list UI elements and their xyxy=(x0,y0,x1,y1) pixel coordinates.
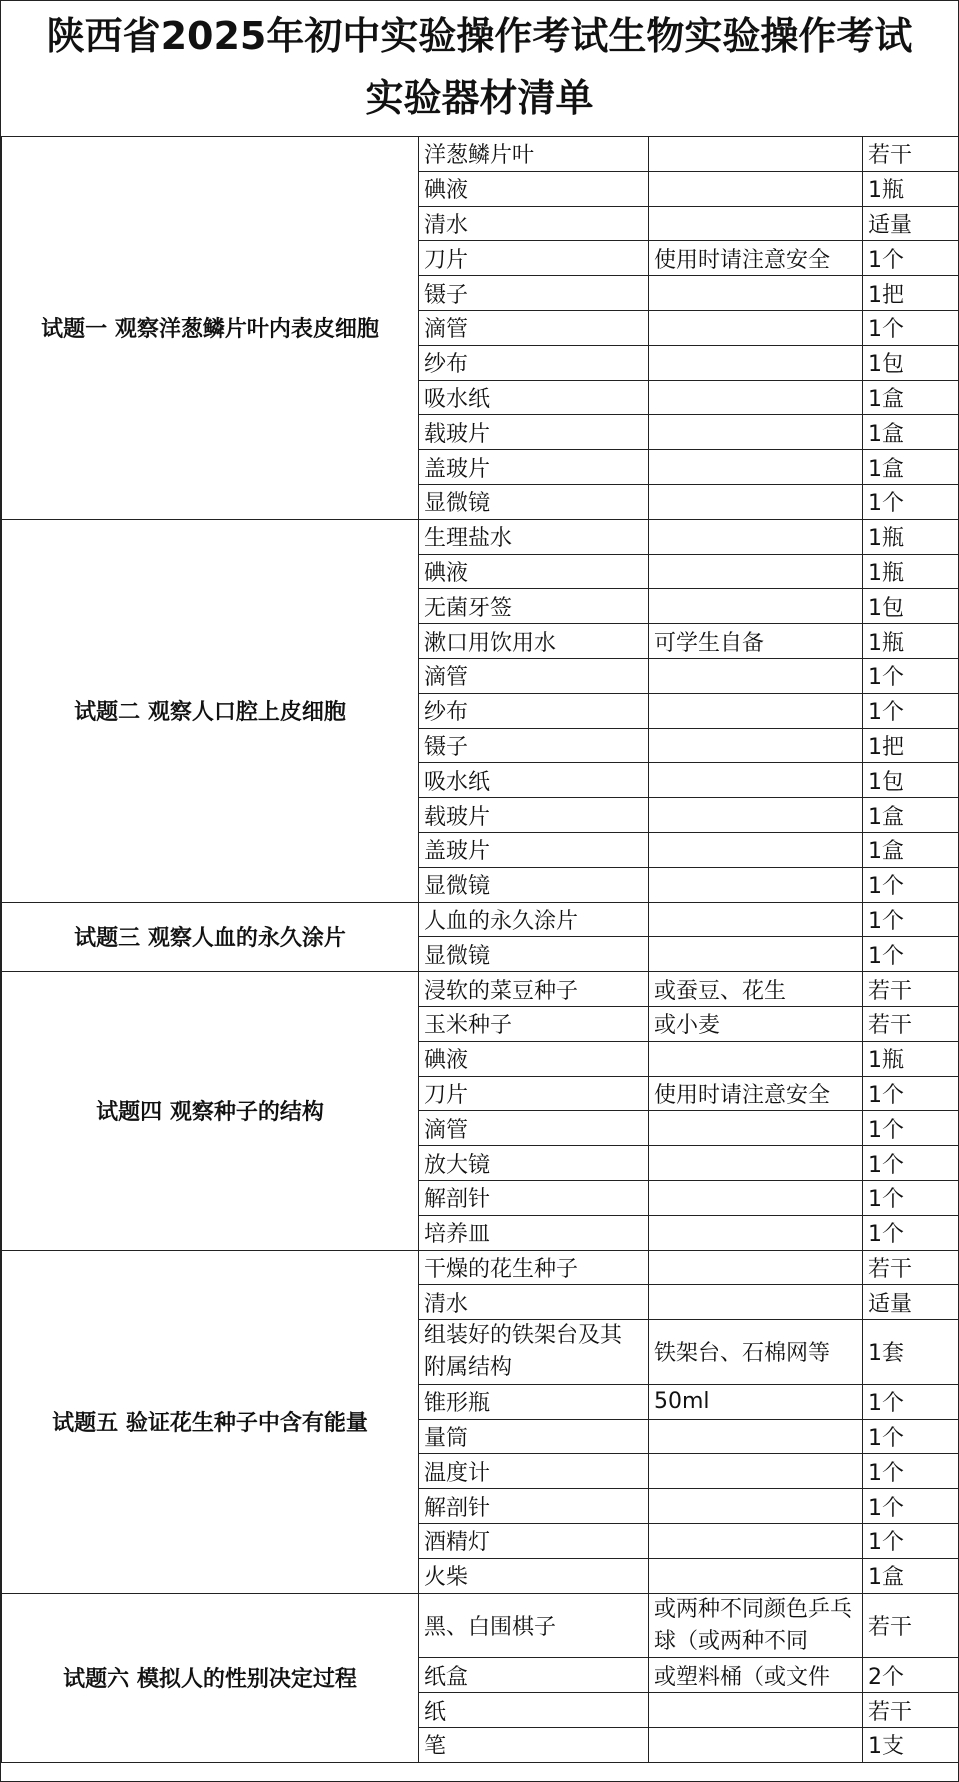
equipment-note-cell: 或塑料桶（或文件 xyxy=(649,1658,863,1693)
experiment-name: 试题二 观察人口腔上皮细胞 xyxy=(2,519,419,902)
equipment-item-cell: 干燥的花生种子 xyxy=(419,1250,649,1285)
equipment-item-cell: 锥形瓶 xyxy=(419,1384,649,1419)
equipment-quantity-cell: 1个 xyxy=(863,693,959,728)
equipment-note-cell xyxy=(649,1180,863,1215)
equipment-quantity-cell: 1瓶 xyxy=(863,171,959,206)
equipment-note-cell: 或蚕豆、花生 xyxy=(649,972,863,1007)
equipment-note-cell xyxy=(649,345,863,380)
equipment-note-cell xyxy=(649,728,863,763)
equipment-note-cell xyxy=(649,276,863,311)
equipment-quantity-cell: 1瓶 xyxy=(863,554,959,589)
equipment-item-cell: 镊子 xyxy=(419,728,649,763)
equipment-item-cell: 显微镜 xyxy=(419,867,649,902)
equipment-item-cell: 组装好的铁架台及其附属结构 xyxy=(419,1320,649,1385)
equipment-table-body xyxy=(2,137,959,1763)
equipment-quantity-cell: 若干 xyxy=(863,1006,959,1041)
equipment-item-cell: 放大镜 xyxy=(419,1146,649,1181)
equipment-quantity-cell: 1个 xyxy=(863,658,959,693)
table-row xyxy=(2,902,959,937)
equipment-item-cell: 解剖针 xyxy=(419,1489,649,1524)
equipment-note-cell: 可学生自备 xyxy=(649,624,863,659)
equipment-item-cell: 显微镜 xyxy=(419,484,649,519)
equipment-item-cell: 温度计 xyxy=(419,1454,649,1489)
equipment-item-cell: 酒精灯 xyxy=(419,1524,649,1559)
equipment-note-cell xyxy=(649,1489,863,1524)
equipment-item-cell: 刀片 xyxy=(419,1076,649,1111)
equipment-quantity-cell: 1个 xyxy=(863,1489,959,1524)
equipment-item-cell: 刀片 xyxy=(419,241,649,276)
equipment-quantity-cell: 1个 xyxy=(863,1146,959,1181)
equipment-quantity-cell: 1个 xyxy=(863,1215,959,1250)
equipment-item-cell: 吸水纸 xyxy=(419,380,649,415)
table-row xyxy=(2,137,959,172)
equipment-note-cell xyxy=(649,1285,863,1320)
table-row xyxy=(2,519,959,554)
equipment-note-cell xyxy=(649,1215,863,1250)
equipment-note-cell xyxy=(649,589,863,624)
equipment-item-cell: 纸盒 xyxy=(419,1658,649,1693)
equipment-quantity-cell: 1个 xyxy=(863,902,959,937)
equipment-note-cell xyxy=(649,798,863,833)
equipment-quantity-cell: 1个 xyxy=(863,484,959,519)
equipment-quantity-cell: 1个 xyxy=(863,867,959,902)
equipment-quantity-cell: 1瓶 xyxy=(863,519,959,554)
equipment-quantity-cell: 若干 xyxy=(863,1693,959,1728)
equipment-item-cell: 火柴 xyxy=(419,1558,649,1593)
equipment-quantity-cell: 适量 xyxy=(863,206,959,241)
equipment-quantity-cell: 1个 xyxy=(863,1384,959,1419)
equipment-item-cell: 洋葱鳞片叶 xyxy=(419,137,649,172)
equipment-item-cell: 解剖针 xyxy=(419,1180,649,1215)
equipment-quantity-cell: 1个 xyxy=(863,937,959,972)
equipment-note-cell xyxy=(649,1250,863,1285)
equipment-note-cell xyxy=(649,1454,863,1489)
equipment-item-cell: 载玻片 xyxy=(419,798,649,833)
equipment-note-cell xyxy=(649,171,863,206)
equipment-note-cell xyxy=(649,206,863,241)
equipment-table xyxy=(1,136,959,1763)
equipment-item-cell: 纱布 xyxy=(419,693,649,728)
equipment-note-cell xyxy=(649,484,863,519)
equipment-note-cell xyxy=(649,1693,863,1728)
equipment-note-cell xyxy=(649,415,863,450)
equipment-quantity-cell: 适量 xyxy=(863,1285,959,1320)
equipment-note-cell xyxy=(649,1041,863,1076)
equipment-note-cell: 或两种不同颜色乒乓球（或两种不同 xyxy=(649,1593,863,1658)
experiment-name: 试题六 模拟人的性别决定过程 xyxy=(2,1593,419,1762)
equipment-note-cell: 使用时请注意安全 xyxy=(649,1076,863,1111)
equipment-quantity-cell: 1包 xyxy=(863,589,959,624)
equipment-quantity-cell: 1个 xyxy=(863,1111,959,1146)
equipment-quantity-cell: 1个 xyxy=(863,310,959,345)
equipment-quantity-cell: 1盒 xyxy=(863,450,959,485)
equipment-note-cell xyxy=(649,1728,863,1763)
equipment-quantity-cell: 1支 xyxy=(863,1728,959,1763)
equipment-note-cell xyxy=(649,137,863,172)
equipment-note-cell xyxy=(649,519,863,554)
equipment-quantity-cell: 1个 xyxy=(863,1180,959,1215)
equipment-quantity-cell: 1个 xyxy=(863,1076,959,1111)
equipment-quantity-cell: 若干 xyxy=(863,137,959,172)
equipment-quantity-cell: 1把 xyxy=(863,276,959,311)
equipment-item-cell: 生理盐水 xyxy=(419,519,649,554)
equipment-item-cell: 浸软的菜豆种子 xyxy=(419,972,649,1007)
equipment-quantity-cell: 1包 xyxy=(863,345,959,380)
equipment-note-cell xyxy=(649,902,863,937)
document-title xyxy=(1,1,958,137)
equipment-quantity-cell: 1盒 xyxy=(863,798,959,833)
equipment-item-cell: 盖玻片 xyxy=(419,450,649,485)
equipment-note-cell xyxy=(649,1558,863,1593)
equipment-note-cell xyxy=(649,554,863,589)
equipment-note-cell xyxy=(649,693,863,728)
equipment-note-cell xyxy=(649,1419,863,1454)
table-row xyxy=(2,972,959,1007)
equipment-note-cell xyxy=(649,1146,863,1181)
equipment-item-cell: 清水 xyxy=(419,206,649,241)
experiment-name: 试题四 观察种子的结构 xyxy=(2,972,419,1250)
equipment-quantity-cell: 1个 xyxy=(863,1454,959,1489)
equipment-quantity-cell: 1把 xyxy=(863,728,959,763)
equipment-quantity-cell: 1个 xyxy=(863,1524,959,1559)
equipment-quantity-cell: 1个 xyxy=(863,1419,959,1454)
equipment-item-cell: 清水 xyxy=(419,1285,649,1320)
equipment-note-cell xyxy=(649,1111,863,1146)
equipment-note-cell: 铁架台、石棉网等 xyxy=(649,1320,863,1385)
equipment-quantity-cell: 1套 xyxy=(863,1320,959,1385)
equipment-note-cell xyxy=(649,450,863,485)
equipment-quantity-cell: 若干 xyxy=(863,1250,959,1285)
equipment-note-cell xyxy=(649,867,863,902)
equipment-quantity-cell: 1瓶 xyxy=(863,624,959,659)
equipment-item-cell: 量筒 xyxy=(419,1419,649,1454)
equipment-item-cell: 培养皿 xyxy=(419,1215,649,1250)
equipment-note-cell xyxy=(649,937,863,972)
equipment-item-cell: 镊子 xyxy=(419,276,649,311)
experiment-name: 试题一 观察洋葱鳞片叶内表皮细胞 xyxy=(2,137,419,520)
equipment-item-cell: 无菌牙签 xyxy=(419,589,649,624)
equipment-note-cell xyxy=(649,763,863,798)
title-line-2: 实验器材清单 xyxy=(365,76,594,120)
equipment-item-cell: 纸 xyxy=(419,1693,649,1728)
equipment-quantity-cell: 若干 xyxy=(863,972,959,1007)
equipment-quantity-cell: 2个 xyxy=(863,1658,959,1693)
equipment-item-cell: 碘液 xyxy=(419,554,649,589)
equipment-item-cell: 滴管 xyxy=(419,1111,649,1146)
table-row xyxy=(2,1250,959,1285)
equipment-note-cell xyxy=(649,380,863,415)
equipment-quantity-cell: 1瓶 xyxy=(863,1041,959,1076)
equipment-quantity-cell: 1盒 xyxy=(863,832,959,867)
equipment-item-cell: 滴管 xyxy=(419,658,649,693)
equipment-item-cell: 漱口用饮用水 xyxy=(419,624,649,659)
equipment-quantity-cell: 1盒 xyxy=(863,415,959,450)
equipment-note-cell: 或小麦 xyxy=(649,1006,863,1041)
equipment-quantity-cell: 若干 xyxy=(863,1593,959,1658)
equipment-quantity-cell: 1盒 xyxy=(863,380,959,415)
equipment-item-cell: 显微镜 xyxy=(419,937,649,972)
equipment-item-cell: 黑、白围棋子 xyxy=(419,1593,649,1658)
equipment-note-cell: 50ml xyxy=(649,1384,863,1419)
equipment-quantity-cell: 1个 xyxy=(863,241,959,276)
equipment-item-cell: 碘液 xyxy=(419,171,649,206)
experiment-name: 试题三 观察人血的永久涂片 xyxy=(2,902,419,972)
equipment-note-cell xyxy=(649,832,863,867)
title-line-1: 陕西省2025年初中实验操作考试生物实验操作考试 xyxy=(46,14,913,58)
equipment-quantity-cell: 1盒 xyxy=(863,1558,959,1593)
equipment-item-cell: 人血的永久涂片 xyxy=(419,902,649,937)
table-row xyxy=(2,1593,959,1658)
equipment-note-cell xyxy=(649,1524,863,1559)
equipment-item-cell: 笔 xyxy=(419,1728,649,1763)
equipment-note-cell xyxy=(649,658,863,693)
equipment-item-cell: 滴管 xyxy=(419,310,649,345)
equipment-item-cell: 盖玻片 xyxy=(419,832,649,867)
equipment-item-cell: 载玻片 xyxy=(419,415,649,450)
equipment-quantity-cell: 1包 xyxy=(863,763,959,798)
equipment-note-cell: 使用时请注意安全 xyxy=(649,241,863,276)
equipment-item-cell: 纱布 xyxy=(419,345,649,380)
equipment-item-cell: 玉米种子 xyxy=(419,1006,649,1041)
equipment-item-cell: 碘液 xyxy=(419,1041,649,1076)
equipment-item-cell: 吸水纸 xyxy=(419,763,649,798)
experiment-name: 试题五 验证花生种子中含有能量 xyxy=(2,1250,419,1593)
equipment-note-cell xyxy=(649,310,863,345)
